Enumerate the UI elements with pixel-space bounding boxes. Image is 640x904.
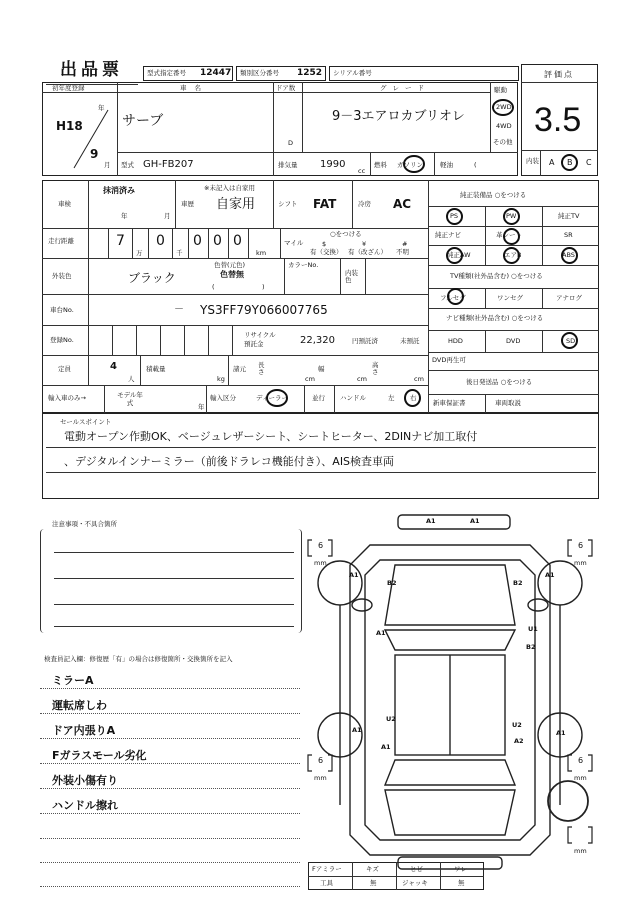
chassis-value: YS3FF79Y066007765 [200, 303, 328, 317]
damage-mark: U2 [512, 721, 522, 729]
notes-label: 注意事項・不具合箇所 [52, 520, 117, 528]
sales-line-2: 、デジタルインナーミラー（前後ドラレコ機能付き）、AIS検査車両 [64, 455, 395, 468]
sd-circle [561, 332, 578, 349]
score-value: 3.5 [534, 101, 582, 139]
recycle-value: 22,320 [300, 335, 335, 346]
displacement-value: 1990 [320, 159, 346, 170]
handle-right-circle [404, 389, 421, 407]
color-change-value: 色替無 [220, 270, 244, 279]
note-item: Fガラスモール劣化 [52, 749, 147, 762]
fullseg-circle [447, 288, 464, 305]
header-registration-box: 型式指定番号 12447 [143, 66, 233, 81]
extra-title: 後日発送品 ○をつける [466, 378, 533, 386]
header-serial-box: シリアル番号 [329, 66, 519, 81]
ac-value: AC [393, 197, 412, 211]
note-item: 外装小傷有り [52, 774, 118, 787]
first-reg-month: 9 [90, 147, 99, 161]
grade-value: 9－3エアロカブリオレ [332, 109, 465, 124]
abs-circle [561, 247, 578, 264]
sales-line-1: 電動オープン作動OK、ベージュレザーシート、シートヒーター、2DINナビ加工取付 [64, 430, 478, 443]
tread-depth: 6 [318, 756, 324, 765]
tread-depth: 6 [578, 756, 584, 765]
car-name: サーブ [122, 113, 164, 129]
airbag-circle [503, 247, 520, 264]
tread-depth: 6 [318, 541, 324, 550]
form-title: 出品票 [60, 60, 123, 80]
damage-mark: A2 [514, 737, 524, 745]
tread-depth: 6 [578, 541, 584, 550]
damage-mark: A1 [470, 517, 480, 525]
score-label: 評価点 [544, 70, 574, 79]
damage-mark: B2 [387, 579, 397, 587]
note-item: ハンドル擦れ [52, 799, 118, 812]
navi-title: ナビ種類(社外品含む) ○をつける [446, 314, 544, 322]
class-no: 1252 [297, 68, 323, 78]
damage-mark: B2 [513, 579, 523, 587]
interior-b-circle [561, 154, 578, 171]
fuel-value: ガソリン [397, 161, 423, 169]
car-diagram [300, 505, 600, 875]
damage-mark: A1 [376, 629, 386, 637]
date-slash [70, 108, 114, 170]
notes-bracket [40, 529, 302, 633]
damage-mark: A1 [381, 743, 391, 751]
fuel-gasoline-circle [403, 155, 425, 173]
inspector-label: 検査員記入欄：修復歴「有」の場合は修復箇所・交換箇所を記入 [44, 655, 233, 663]
drive-2wd-circle [492, 99, 514, 116]
header-class-box: 類別区分番号 1252 [236, 66, 326, 81]
damage-mark: A1 [352, 726, 362, 734]
color-value: ブラック [128, 271, 176, 285]
leather-circle [503, 228, 520, 245]
pw-circle [503, 208, 520, 225]
note-item: ドア内張りA [52, 724, 116, 737]
ps-circle [446, 208, 463, 225]
capacity-value: 4 [110, 361, 117, 372]
damage-mark: U2 [386, 715, 396, 723]
import-dealer-circle [266, 389, 288, 407]
damage-mark: B2 [526, 643, 536, 651]
tv-title: TV種類(社外品含む) ○をつける [450, 272, 543, 280]
damage-mark: A1 [545, 571, 555, 579]
damage-mark: A1 [349, 571, 359, 579]
note-item: ミラーA [52, 674, 94, 687]
first-reg-year: H18 [56, 119, 83, 133]
genuine-title: 純正装備品 ○をつける [460, 191, 527, 199]
reg-no: 12447 [200, 68, 232, 78]
damage-mark: A1 [556, 729, 566, 737]
damage-mark: U1 [528, 625, 538, 633]
usage-value: 自家用 [216, 197, 256, 212]
aw-circle [446, 247, 463, 264]
inspection-value: 抹消済み [103, 186, 135, 195]
damage-mark: A1 [426, 517, 436, 525]
note-item: 運転席しわ [52, 699, 107, 712]
import-class-value: ディーラー [256, 394, 288, 402]
model-value: GH-FB207 [143, 159, 194, 170]
shift-value: FAT [313, 197, 337, 211]
